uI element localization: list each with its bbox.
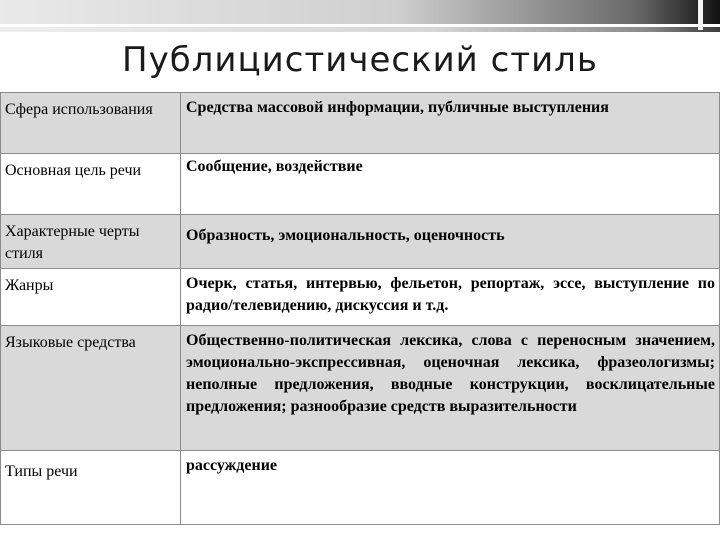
table-row	[1, 154, 720, 215]
top-decorative-bar	[0, 0, 720, 24]
table-row	[1, 215, 720, 269]
row-label: Основная цель речи	[1, 154, 181, 215]
row-label: Сфера использования	[1, 93, 181, 154]
row-value: Общественно-политическая лексика, слова с переносным значением, эмоционально-экспрессивная, оценочная лексика, фразеологизмы; неполные предложения, вводные конструкции, восклицательные предложения; разнообразие средств выразительности	[181, 326, 720, 451]
table-row	[1, 326, 720, 451]
row-value: Очерк, статья, интервью, фельетон, репортаж, эссе, выступление по радио/телевидению, дискуссия и т.д.	[181, 269, 720, 326]
top-decorative-line	[0, 27, 720, 32]
row-value: Средства массовой информации, публичные выступления	[181, 93, 720, 154]
row-label: Языковые средства	[1, 326, 181, 451]
style-characteristics-table	[0, 92, 720, 525]
slide-title: Публицистический стиль	[122, 40, 598, 80]
table-row	[1, 451, 720, 525]
corner-accent-mark	[698, 0, 703, 30]
table-row	[1, 269, 720, 326]
row-label: Характерные черты стиля	[1, 215, 181, 269]
row-value: Сообщение, воздействие	[181, 154, 720, 215]
row-label: Типы речи	[1, 451, 181, 525]
row-label: Жанры	[1, 269, 181, 326]
row-value: Образность, эмоциональность, оценочность	[181, 215, 720, 269]
row-value: рассуждение	[181, 451, 720, 525]
table-row	[1, 93, 720, 154]
